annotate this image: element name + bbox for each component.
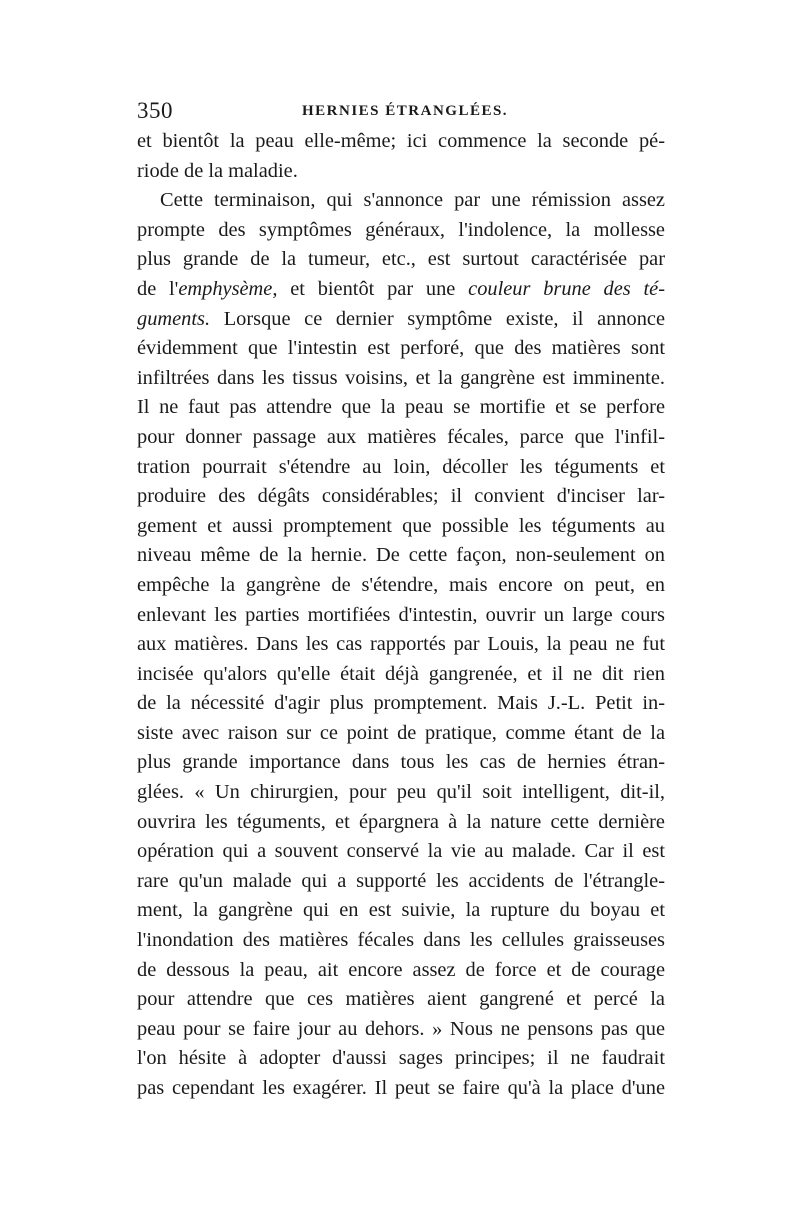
text-line: évidemment que l'intestin est perforé, que des matières sont <box>137 337 665 360</box>
text-line: tration pourrait s'étendre au loin, décoller les téguments et <box>137 455 665 478</box>
emphasis-run: couleur brune des té- <box>468 277 666 300</box>
text-run: Lorsque ce dernier symptôme existe, il annonce <box>210 307 665 330</box>
body-text <box>137 127 665 1104</box>
text-line-with-emphasis <box>137 275 665 305</box>
text-line: Il ne faut pas attendre que la peau se mortifie et se perfore <box>137 396 665 419</box>
text-line: prompte des symptômes généraux, l'indolence, la mollesse <box>137 218 665 241</box>
text-line: niveau même de la hernie. De cette façon, non-seulement on <box>137 544 665 567</box>
running-head <box>137 97 665 125</box>
text-line: de la nécessité d'agir plus promptement. Mais J.-L. Petit in- <box>137 692 665 715</box>
text-line: rare qu'un malade qui a supporté les accidents de l'étrangle- <box>137 869 665 892</box>
text-line: gement et aussi promptement que possible les téguments au <box>137 514 665 537</box>
text-line: ment, la gangrène qui en est suivie, la rupture du boyau et <box>137 899 665 922</box>
text-line: plus grande de la tumeur, etc., est surtout caractérisée par <box>137 248 665 271</box>
text-line: riode de la maladie. <box>137 159 298 182</box>
text-line: l'on hésite à adopter d'aussi sages principes; il ne faudrait <box>137 1047 665 1070</box>
text-line: empêche la gangrène de s'étendre, mais encore on peut, en <box>137 573 665 596</box>
text-line: infiltrées dans les tissus voisins, et la gangrène est imminente. <box>137 366 665 389</box>
text-line: produire des dégâts considérables; il convient d'inciser lar- <box>137 485 665 508</box>
text-line: de dessous la peau, ait encore assez de force et de courage <box>137 958 665 981</box>
text-line: plus grande importance dans tous les cas de hernies étran- <box>137 751 665 774</box>
text-line: pour donner passage aux matières fécales, parce que l'infil- <box>137 425 665 448</box>
emphasis-run: guments. <box>137 307 211 330</box>
page-number: 350 <box>137 98 173 123</box>
text-line: incisée qu'alors qu'elle était déjà gangrenée, et il ne dit rien <box>137 662 665 685</box>
text-line: aux matières. Dans les cas rapportés par Louis, la peau ne fut <box>137 633 665 656</box>
text-line: siste avec raison sur ce point de pratique, comme étant de la <box>137 721 665 744</box>
text-line: et bientôt la peau elle-même; ici commence la seconde pé- <box>137 130 665 152</box>
text-line-with-emphasis <box>137 305 665 335</box>
text-run: et bientôt par une <box>277 277 469 300</box>
text-line: ouvrira les téguments, et épargnera à la nature cette dernière <box>137 810 665 833</box>
text-line: pas cependant les exagérer. Il peut se faire qu'à la place d'une <box>137 1077 665 1099</box>
text-run: de l' <box>137 277 179 300</box>
text-line: peau pour se faire jour au dehors. » Nous ne pensons pas que <box>137 1017 665 1040</box>
text-line: enlevant les parties mortifiées d'intestin, ouvrir un large cours <box>137 603 665 626</box>
text-line: pour attendre que ces matières aient gangrené et percé la <box>137 988 665 1011</box>
text-line: opération qui a souvent conservé la vie au malade. Car il est <box>137 840 665 863</box>
running-title: HERNIES ÉTRANGLÉES. <box>302 103 509 119</box>
text-line: Cette terminaison, qui s'annonce par une rémission assez <box>160 189 665 212</box>
text-line: glées. « Un chirurgien, pour peu qu'il soit intelligent, dit-il, <box>137 781 665 804</box>
emphasis-run: emphysème, <box>178 277 278 300</box>
text-line: l'inondation des matières fécales dans les cellules graisseuses <box>137 929 665 952</box>
